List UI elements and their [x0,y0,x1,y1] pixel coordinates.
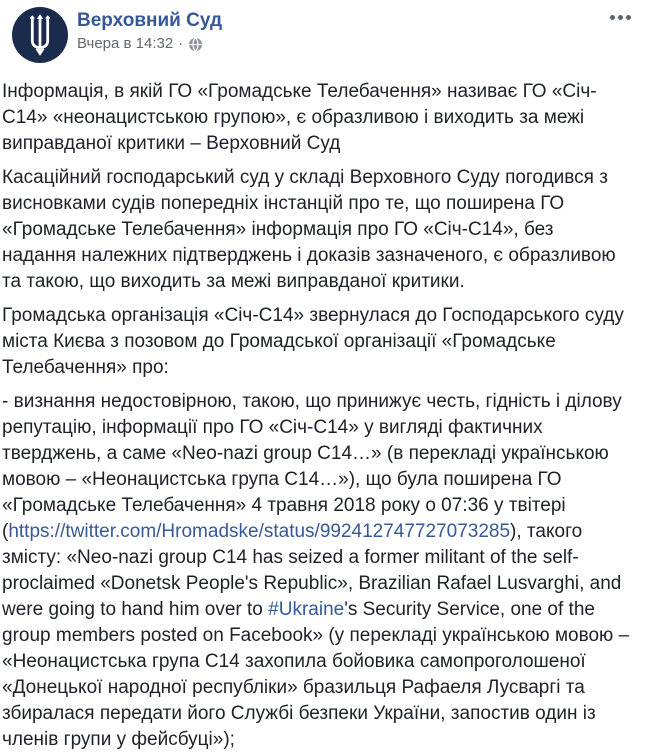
page-avatar[interactable] [12,7,68,63]
post-paragraph: Касаційний господарський суд у складі Верховного Суду погодився з висновками судів попередніх інстанцій про те, що поширена ГО «Громадське Телебачення» інформація про ГО «Січ-С14», без надання належних підтверджень і доказів зазначеного, є образливою та такою, що виходить за межі виправданої критики. [2,167,616,292]
ukraine-trident-icon [23,13,57,57]
ellipsis-icon [610,15,631,20]
post-meta [77,35,222,53]
post-paragraph: Громадська організація «Січ-С14» звернулася до Господарського суду міста Києва з позовом до Громадської організації «Громадське Телебачення» про: [2,305,624,378]
more-options-button[interactable] [605,10,636,25]
page-name-link[interactable]: Верховний Суд [77,10,223,31]
post-header-text [77,7,222,53]
hashtag-ukraine-link[interactable]: #Ukraine [268,599,345,620]
globe-privacy-icon [188,37,203,52]
post-header [0,0,650,63]
meta-separator: · [178,35,184,52]
post-paragraph: Інформація, в якій ГО «Громадське Телебачення» називає ГО «Січ-С14» «неонацистською групою», є образливою і виходить за межі виправданої критики – Верховний Суд [2,81,597,154]
post-body [0,63,650,753]
twitter-status-link[interactable]: https://twitter.com/Hromadske/status/992412747727073285 [8,521,511,542]
post-timestamp[interactable]: Вчера в 14:32 [77,35,174,52]
post-paragraph: - визнання недостовірною, такою, що принижує честь, гідність і ділову репутацію, інформації про ГО «Січ-С14» у вигляді фактичних тверджень, а саме «Neo-nazi group C14…» (в перекладі українською мовою – «Неонацистська група С14…»), що була поширена ГО «Громадське Телебачення» 4 травня 2018 року о 07:36 у твітері (https://twitter.com/Hromadske/status/992412747727073285), такого змісту: «Neo-nazi group C14 has seized a former militant of the self-proclaimed «Donetsk People's Republic», Brazilian Rafael Lusvarghi, and were going to hand him over to #Ukraine's Security Service, one of the group members posted on Facebook» (у перекладі українською мовою – «Неонацистська група С14 захопила бойовика самопроголошеної «Донецької народної республіки» бразильця Рафаеля Лусваргі та збиралася передати його Службі безпеки України, запостив один із членів групи у фейсбуці»); [2,391,630,750]
